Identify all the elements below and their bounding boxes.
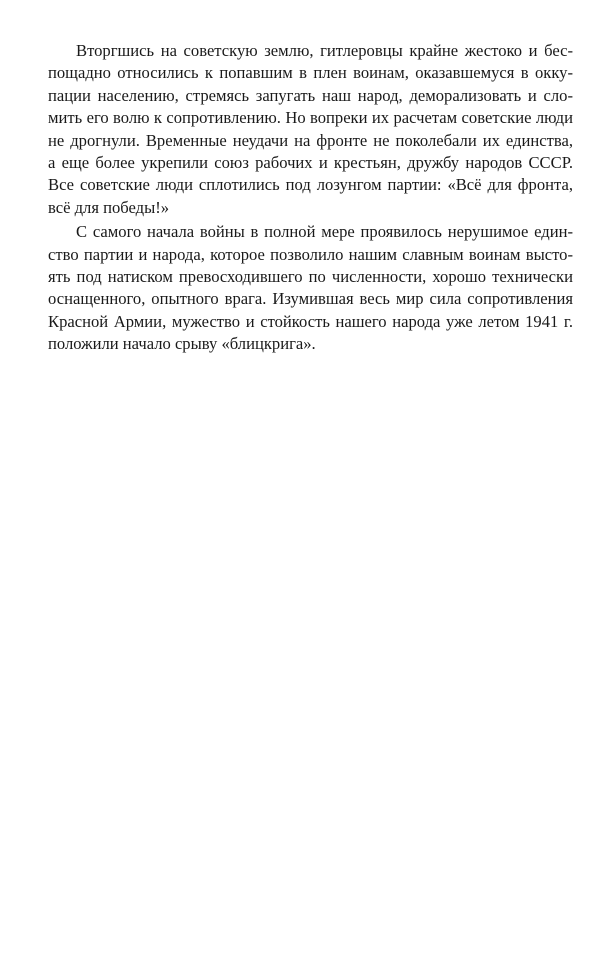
text-line: С самого начала войны в полной мере проявилось нерушимое един- [76,222,573,242]
text-line: ство партии и народа, которое позволило нашим славным воинам высто- [48,244,573,264]
text-line: а еще более укрепили союз рабочих и крестьян, дружбу народов СССР. [48,152,573,172]
text-line: оснащенного, опытного врага. Изумившая весь мир сила сопротивления [48,289,573,309]
text-line: пощадно относились к попавшим в плен воинам, оказавшемуся в окку- [48,63,573,83]
paragraph-2 [48,221,573,355]
text-line: всё для победы!» [48,197,170,217]
text-line: Вторгшись на советскую землю, гитлеровцы крайне жестоко и бес- [76,41,573,60]
body-text [48,40,573,355]
text-line: Красной Армии, мужество и стойкость нашего народа уже летом 1941 г. [48,311,573,331]
text-line: положили начало срыву «блицкрига». [48,334,316,354]
paragraph-1 [48,40,573,219]
text-line: пации населению, стремясь запугать наш народ, деморализовать и сло- [48,85,573,105]
text-line: Все советские люди сплотились под лозунгом партии: «Всё для фронта, [48,175,573,195]
text-line: ять под натиском превосходившего по численности, хорошо технически [48,266,573,286]
text-line: мить его волю к сопротивлению. Но вопреки их расчетам советские люди [48,108,573,128]
text-line: не дрогнули. Временные неудачи на фронте не поколебали их единства, [48,130,573,150]
